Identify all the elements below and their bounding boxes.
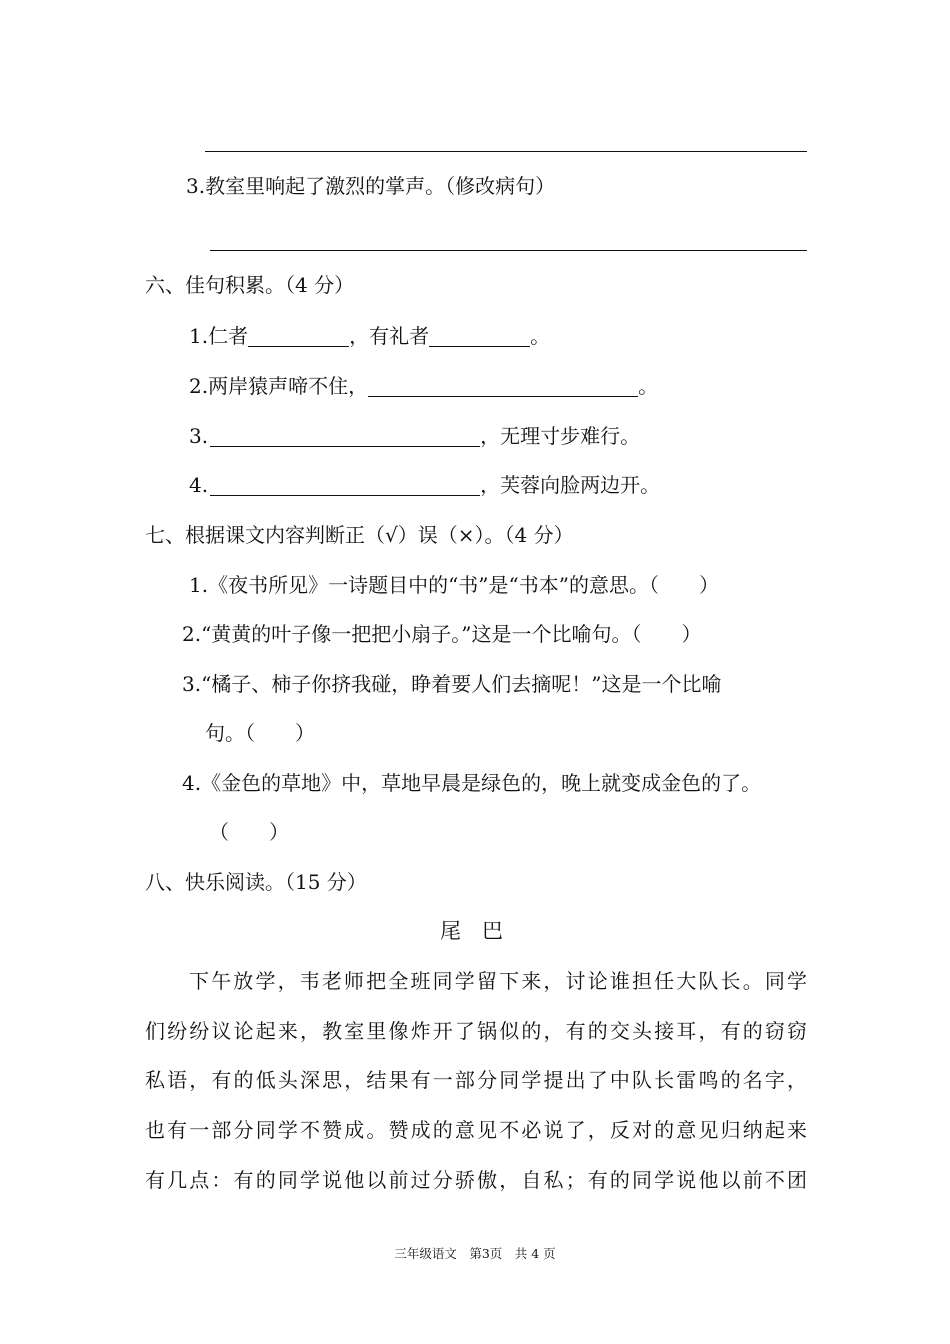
section-heading: 八、快乐阅读。（15 分） xyxy=(145,870,367,894)
fill-blank[interactable] xyxy=(368,374,638,397)
judgement-question-cont: （ ） xyxy=(209,820,289,844)
judgement-question: 3.“橘子、柿子你挤我碰，睁着要人们去摘呢！”这是一个比喻 xyxy=(182,672,722,696)
fill-blank[interactable] xyxy=(248,324,349,347)
question-text: 2.两岸猿声啼不住， xyxy=(189,374,369,398)
fill-blank[interactable] xyxy=(210,424,480,447)
judgement-question: 4.《金色的草地》中，草地早晨是绿色的，晚上就变成金色的了。 xyxy=(182,771,762,795)
section-heading: 六、佳句积累。（4 分） xyxy=(145,273,355,297)
passage-line: 也有一部分同学不赞成。赞成的意见不必说了，反对的意见归纳起来 xyxy=(145,1118,807,1142)
fill-blank[interactable] xyxy=(210,473,480,496)
question-number: 4. xyxy=(189,473,209,497)
section-heading: 七、根据课文内容判断正（√）误（×）。（4 分） xyxy=(145,523,574,547)
question-number: 3. xyxy=(189,424,209,448)
question-text: 3.教室里响起了激烈的掌声。（修改病句） xyxy=(186,174,556,198)
passage-line: 下午放学，韦老师把全班同学留下来，讨论谁担任大队长。同学 xyxy=(189,969,807,993)
fill-in-question xyxy=(189,422,640,450)
question-text: 。 xyxy=(638,374,659,398)
passage-line: 私语，有的低头深思，结果有一部分同学提出了中队长雷鸣的名字， xyxy=(145,1068,807,1092)
passage-title: 尾 巴 xyxy=(440,919,503,943)
question-text: 。 xyxy=(530,324,551,348)
fill-in-question xyxy=(189,372,658,400)
question-text: ，芙蓉向脸两边开。 xyxy=(480,473,661,497)
judgement-question: 2.“黄黄的叶子像一把把小扇子。”这是一个比喻句。（ ） xyxy=(182,622,702,646)
question-text: ，无理寸步难行。 xyxy=(480,424,641,448)
judgement-question-cont: 句。（ ） xyxy=(205,721,315,745)
answer-line[interactable] xyxy=(210,250,807,251)
passage-line: 们纷纷议论起来，教室里像炸开了锅似的，有的交头接耳，有的窃窃 xyxy=(145,1019,807,1043)
fill-in-question xyxy=(189,471,660,499)
question-text: ，有礼者 xyxy=(349,324,430,348)
answer-line[interactable] xyxy=(205,151,807,152)
fill-in-question xyxy=(189,322,550,350)
passage-line: 有几点：有的同学说他以前过分骄傲，自私；有的同学说他以前不团 xyxy=(145,1168,807,1192)
page-footer: 三年级语文 第3页 共 4 页 xyxy=(394,1246,556,1261)
question-text: 1.仁者 xyxy=(189,324,249,348)
judgement-question: 1.《夜书所见》一诗题目中的“书”是“书本”的意思。（ ） xyxy=(189,573,719,597)
fill-blank[interactable] xyxy=(429,324,530,347)
